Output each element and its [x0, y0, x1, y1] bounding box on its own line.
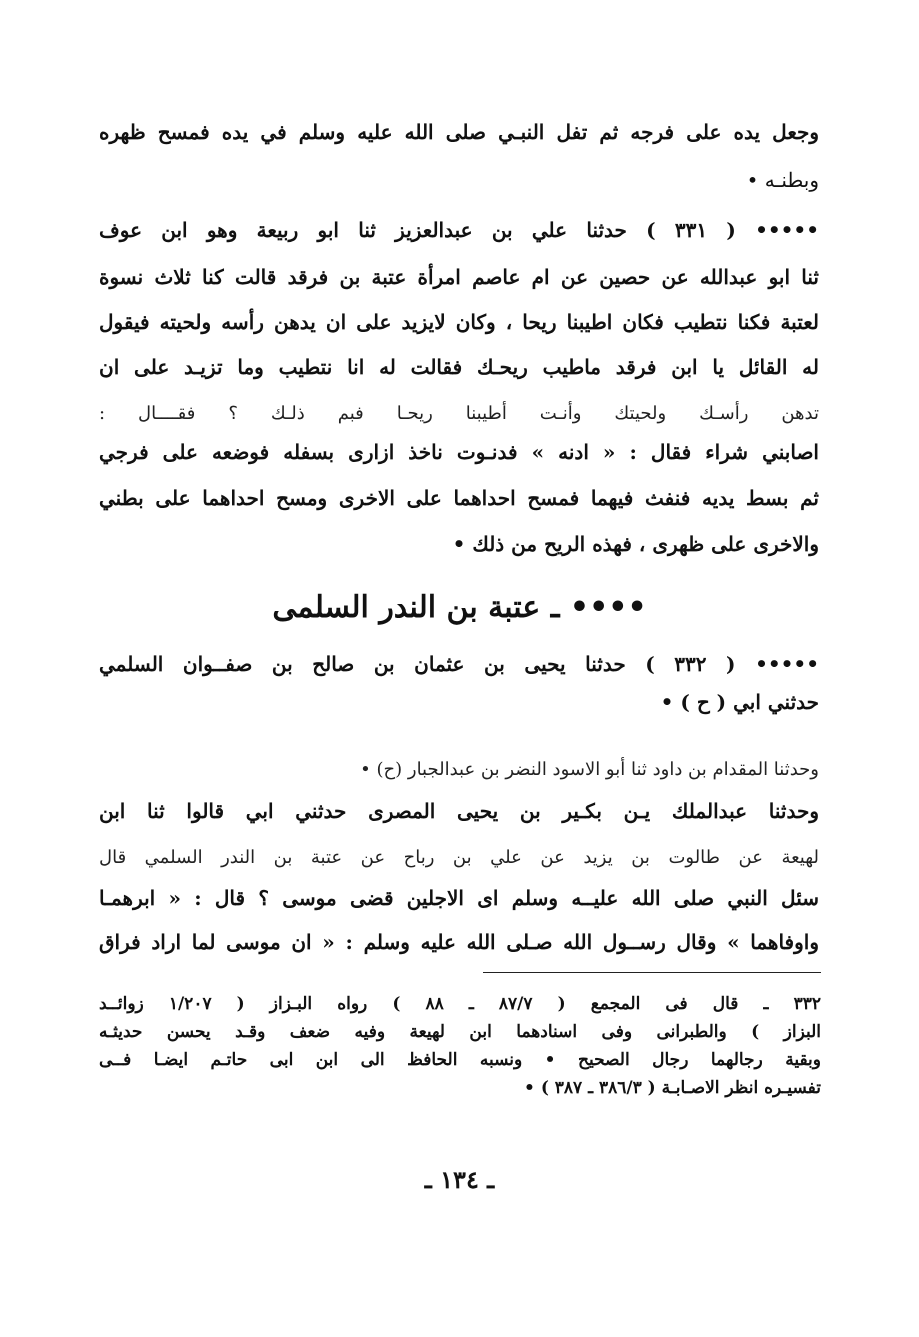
text-line: اصابني شراء فقال : « ادنه » فدنـوت ناخذ ازارى بسفله فوضعه على فرجي — [99, 440, 819, 464]
hadith-331-line: ••••• ( ٣٣١ ) حدثنا علي بن عبدالعزيز ثنا ابو ربيعة وهو ابن عوف — [99, 218, 819, 242]
footnote-line: ٣٣٢ ـ قال فى المجمع ( ٨٧/٧ ـ ٨٨ ) رواه البـزاز ( ١/٢٠٧ زوائــد — [99, 994, 821, 1014]
footnote-line: وبقية رجالهما رجال الصحيح • ونسبه الحافظ الى ابن ابى حاتـم ايضـا فــى — [99, 1050, 821, 1070]
text-line: وحدثنا المقدام بن داود ثنا أبو الاسود النضر بن عبدالجبار (ح) • — [360, 759, 819, 780]
section-heading: •••• ـ عتبة بن الندر السلمى — [272, 590, 647, 625]
footnote-line: البزاز ) والطبرانى وفى اسنادهما ابن لهيعة وفيه ضعف وقـد يحسن حديثـه — [99, 1022, 821, 1042]
text-line: لهيعة عن طالوت بن يزيد عن علي بن رباح عن عتبة بن الندر السلمي قال — [99, 847, 819, 868]
text-line: وحدثنا عبدالملك يـن بكـير بن يحيى المصرى حدثني ابي قالوا ثنا ابن — [99, 799, 819, 823]
page-number: ـ ١٣٤ ـ — [424, 1165, 495, 1194]
text-line: وجعل يده على فرجه ثم تفل النبـي صلى الله عليه وسلم في يده فمسح ظهره — [99, 120, 819, 144]
text-line: واوفاهما » وقال رســول الله صـلى الله عليه وسلم : « ان موسى لما اراد فراق — [99, 930, 819, 954]
text-line: حدثني ابي ( ح ) • — [660, 690, 819, 714]
text-line: تدهن رأسـك ولحيتك وأنـت أطيبنا ريحـا فبم ذلـك ؟ فقــــال : — [99, 403, 819, 424]
text-line: سئل النبي صلى الله عليــه وسلم اى الاجلين قضى موسى ؟ قال : « ابرهمـا — [99, 886, 819, 910]
footnote-line: تفسيـره انظر الاصـابـة ( ٣٨٦/٣ ـ ٣٨٧ ) • — [524, 1078, 821, 1098]
text-line: له القائل يا ابن فرقد ماطيب ريحـك فقالت له انا نتطيب وما تزيـد على ان — [99, 355, 819, 379]
text-line: ثنا ابو عبدالله عن حصين عن ام عاصم امرأة عتبة بن فرقد قالت كنا ثلاث نسوة — [99, 265, 819, 289]
text-line: والاخرى على ظهرى ، فهذه الريح من ذلك • — [452, 532, 819, 556]
text-line: ثم بسط يديه فنفث فيهما فمسح احداهما على الاخرى ومسح احداهما على بطني — [99, 486, 819, 510]
text-line: وبطنـه • — [746, 168, 819, 192]
hadith-332-line: ••••• ( ٣٣٢ ) حدثنا يحيى بن عثمان بن صالح بن صفــوان السلمي — [99, 652, 819, 676]
text-line: لعتبة فكنا نتطيب فكان اطيبنا ريحا ، وكان لايزيد على ان يدهن رأسه ولحيته فيقول — [99, 310, 819, 334]
footnote-divider — [483, 972, 821, 973]
